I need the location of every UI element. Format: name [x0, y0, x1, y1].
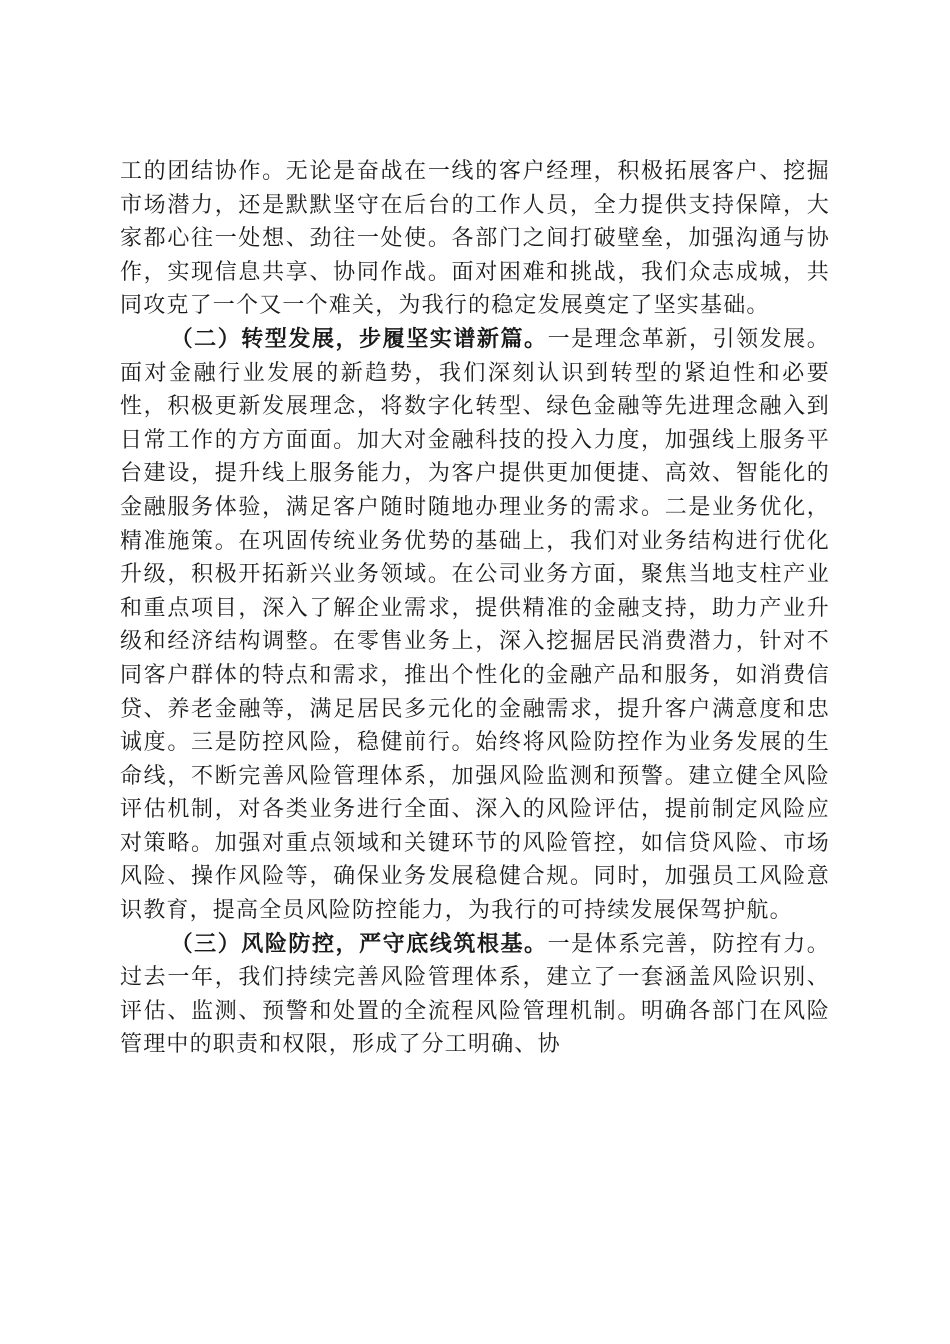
paragraph-3-body: 一是体系完善，防控有力。过去一年，我们持续完善风险管理体系，建立了一套涵盖风险识别、评估、监测、预警和处置的全流程风险管理机制。明确各部门在风险管理中的职责和权限，形成了分工明确、协	[120, 931, 831, 1058]
section-2-heading: （二）转型发展，步履坚实谱新篇。	[170, 325, 548, 352]
paragraph-1-body: 工的团结协作。无论是奋战在一线的客户经理，积极拓展客户、挖掘市场潜力，还是默默坚守在后台的工作人员，全力提供支持保障，大家都心往一处想、劲往一处使。各部门之间打破壁垒，加强沟通与协作，实现信息共享、协同作战。面对困难和挑战，我们众志成城，共同攻克了一个又一个难关，为我行的稳定发展奠定了坚实基础。	[120, 159, 830, 319]
paragraph-2	[120, 323, 830, 928]
paragraph-2-body: 一是理念革新，引领发展。面对金融行业发展的新趋势，我们深刻认识到转型的紧迫性和必要性，积极更新发展理念，将数字化转型、绿色金融等先进理念融入到日常工作的方方面面。加大对金融科技的投入力度，加强线上服务平台建设，提升线上服务能力，为客户提供更加便捷、高效、智能化的金融服务体验，满足客户随时随地办理业务的需求。二是业务优化，精准施策。在巩固传统业务优势的基础上，我们对业务结构进行优化升级，积极开拓新兴业务领域。在公司业务方面，聚焦当地支柱产业和重点项目，深入了解企业需求，提供精准的金融支持，助力产业升级和经济结构调整。在零售业务上，深入挖掘居民消费潜力，针对不同客户群体的特点和需求，推出个性化的金融产品和服务，如消费信贷、养老金融等，满足居民多元化的金融需求，提升客户满意度和忠诚度。三是防控风险，稳健前行。始终将风险防控作为业务发展的生命线，不断完善风险管理体系，加强风险监测和预警。建立健全风险评估机制，对各类业务进行全面、深入的风险评估，提前制定风险应对策略。加强对重点领域和关键环节的风险管控，如信贷风险、市场风险、操作风险等，确保业务发展稳健合规。同时，加强员工风险意识教育，提高全员风险防控能力，为我行的可持续发展保驾护航。	[120, 326, 831, 924]
document-body	[120, 155, 830, 1062]
section-3-heading: （三）风险防控，严守底线筑根基。	[170, 930, 548, 957]
paragraph-3	[120, 928, 830, 1062]
paragraph-1	[120, 155, 830, 323]
